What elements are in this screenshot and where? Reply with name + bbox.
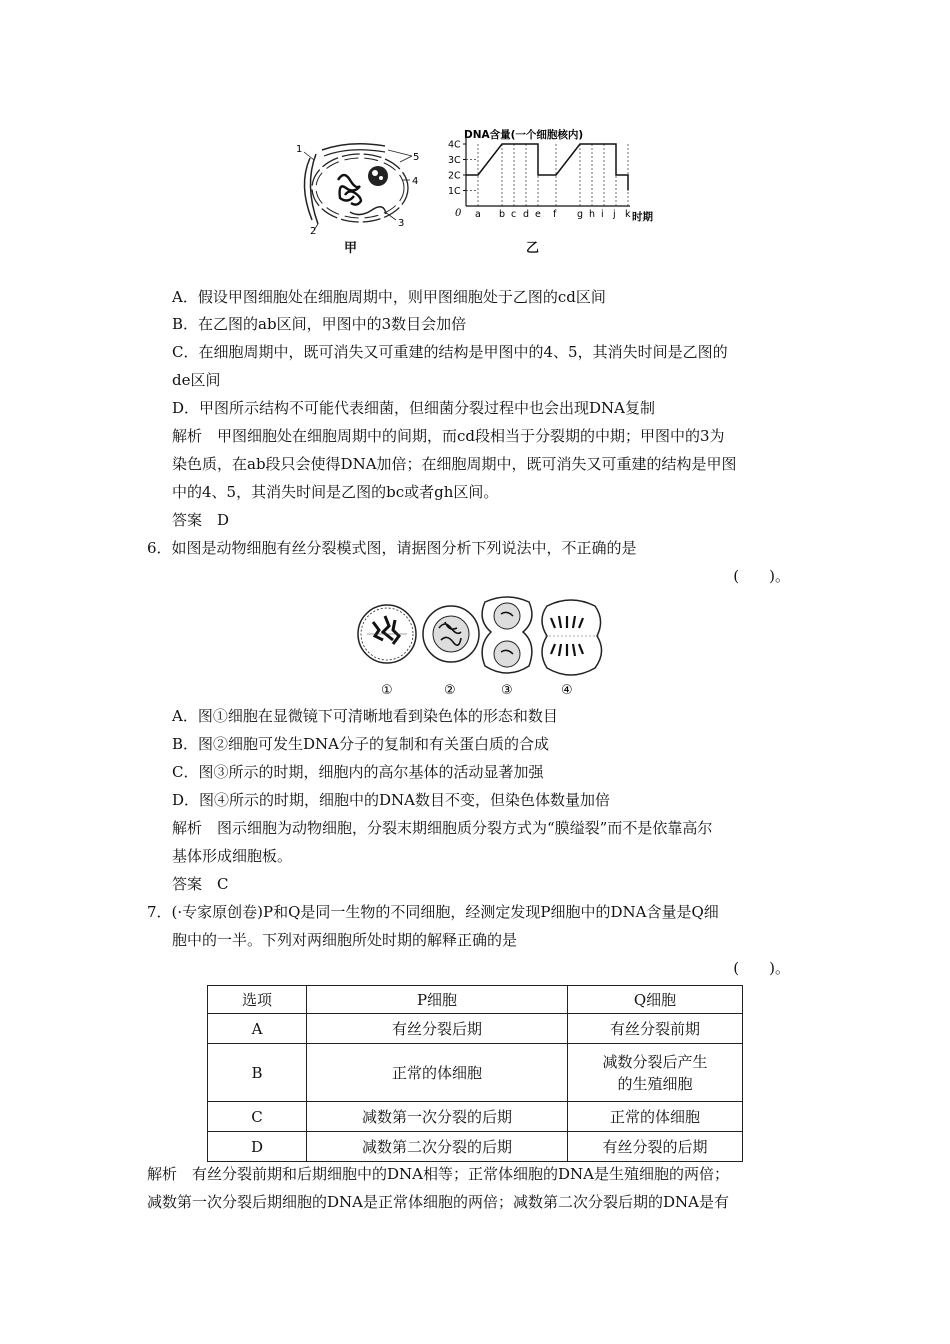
q5-answer: 答案 D	[172, 511, 230, 529]
q5-option-c: C．在细胞周期中，既可消失又可重建的结构是甲图中的4、5，其消失时间是乙图的	[172, 343, 728, 361]
x-tick-label: i	[601, 209, 604, 220]
q6-answer-blank: ( )。	[733, 567, 790, 585]
x-tick-label: f	[553, 209, 557, 220]
chromatin	[338, 175, 361, 205]
label-4: 4	[412, 176, 419, 187]
label-2: 2	[310, 226, 317, 235]
q5-option-a: A．假设甲图细胞处在细胞周期中，则甲图细胞处于乙图的cd区间	[172, 288, 606, 306]
x-tick-label: j	[613, 209, 616, 220]
cell-4	[542, 600, 602, 675]
q5-option-c-cont: de区间	[172, 371, 221, 389]
x-tick-label: h	[589, 209, 596, 220]
x-tick-label: e	[535, 209, 541, 220]
q6-option-c: C．图③所示的时期，细胞内的高尔基体的活动显著加强	[172, 763, 544, 781]
table-cell-multiline	[568, 1044, 743, 1102]
q7-stem-1: 7．(·专家原创卷)P和Q是同一生物的不同细胞，经测定发现P细胞中的DNA含量是Q细	[147, 903, 719, 921]
caption-yi: 乙	[526, 241, 540, 256]
cell-3	[482, 597, 532, 673]
table-cell: D	[208, 1132, 307, 1162]
q7-analysis-2: 减数第一次分裂后期细胞的DNA是正常体细胞的两倍；减数第二次分裂后期的DNA是有	[147, 1193, 729, 1211]
x-tick-label: c	[511, 209, 517, 220]
q6-option-d: D．图④所示的时期，细胞中的DNA数目不变，但染色体数量加倍	[172, 791, 611, 809]
table-header-cell: Q细胞	[568, 986, 743, 1014]
table-row	[208, 1132, 743, 1162]
cell-label-2: ②	[444, 683, 456, 698]
table-header-cell: P细胞	[307, 986, 568, 1014]
table-cell: 减数第一次分裂的后期	[307, 1102, 568, 1132]
y-tick-label: 3C	[448, 155, 461, 166]
caption-jia: 甲	[344, 241, 358, 256]
cell-label-3: ③	[501, 683, 513, 698]
q5-analysis-3: 中的4、5，其消失时间是乙图的bc或者gh区间。	[172, 483, 499, 501]
cell-diagram-jia	[290, 140, 425, 235]
y-tick-label: 4C	[448, 139, 461, 151]
table-cell: 正常的体细胞	[307, 1044, 568, 1102]
q6-answer: 答案 C	[172, 875, 229, 893]
table-cell: B	[208, 1044, 307, 1102]
dna-content-series	[466, 144, 628, 191]
table-header-row	[208, 986, 743, 1014]
label-5: 5	[413, 152, 420, 163]
cell-2	[423, 606, 479, 662]
q5-option-d: D．甲图所示结构不可能代表细菌，但细菌分裂过程中也会出现DNA复制	[172, 399, 656, 417]
cell-label-1: ①	[381, 683, 393, 698]
table-header-cell: 选项	[208, 986, 307, 1014]
cell-label-4: ④	[561, 683, 573, 698]
q7-stem-2: 胞中的一半。下列对两细胞所处时期的解释正确的是	[172, 931, 518, 949]
x-tick-label: a	[475, 209, 481, 220]
chart-origin: 0	[455, 208, 462, 219]
q6-stem: 6．如图是动物细胞有丝分裂模式图，请据图分析下列说法中，不正确的是	[147, 539, 637, 557]
table-row	[208, 1044, 743, 1102]
table-cell: C	[208, 1102, 307, 1132]
dna-content-chart	[448, 124, 658, 229]
table-cell-line: 减数分裂后产生	[602, 1052, 708, 1071]
table-row	[208, 1102, 743, 1132]
table-cell: 有丝分裂的后期	[568, 1132, 743, 1162]
y-tick-label: 1C	[448, 186, 461, 197]
q6-option-b: B．图②细胞可发生DNA分子的复制和有关蛋白质的合成	[172, 735, 550, 753]
label-3: 3	[398, 218, 405, 229]
x-tick-label: b	[499, 209, 506, 220]
table-row	[208, 1014, 743, 1044]
chart-xlabel: 时期	[632, 211, 653, 223]
q7-analysis-1: 解析 有丝分裂前期和后期细胞中的DNA相等；正常体细胞的DNA是生殖细胞的两倍；	[147, 1165, 729, 1183]
y-tick-label: 2C	[448, 170, 461, 182]
nucleus-outline	[312, 154, 408, 222]
mitosis-cells-figure	[355, 592, 605, 700]
table-cell: 有丝分裂前期	[568, 1014, 743, 1044]
nucleolus	[368, 166, 388, 186]
q5-analysis-1: 解析 甲图细胞处在细胞周期中的间期，而cd段相当于分裂期的中期；甲图中的3为	[172, 427, 725, 445]
table-cell: 有丝分裂后期	[307, 1014, 568, 1044]
cell-1	[358, 605, 416, 663]
q7-options-table	[207, 985, 743, 1162]
x-tick-label: d	[523, 209, 530, 220]
x-tick-label: k	[625, 209, 631, 220]
table-cell-line: 的生殖细胞	[617, 1074, 693, 1093]
table-cell: 减数第二次分裂的后期	[307, 1132, 568, 1162]
x-tick-label: g	[577, 209, 584, 220]
q6-analysis-1: 解析 图示细胞为动物细胞，分裂末期细胞质分裂方式为“膜缢裂”而不是依靠高尔	[172, 819, 713, 837]
q6-analysis-2: 基体形成细胞板。	[172, 847, 293, 865]
q5-analysis-2: 染色质，在ab段只会使得DNA加倍；在细胞周期中，既可消失又可重建的结构是甲图	[172, 455, 737, 473]
table-cell: A	[208, 1014, 307, 1044]
table-cell: 正常的体细胞	[568, 1102, 743, 1132]
q5-option-b: B．在乙图的ab区间，甲图中的3数目会加倍	[172, 315, 467, 333]
q6-option-a: A．图①细胞在显微镜下可清晰地看到染色体的形态和数目	[172, 707, 558, 725]
q7-answer-blank: ( )。	[733, 959, 790, 977]
chart-ylabel: DNA含量(一个细胞核内)	[464, 129, 584, 141]
label-1: 1	[296, 144, 303, 155]
